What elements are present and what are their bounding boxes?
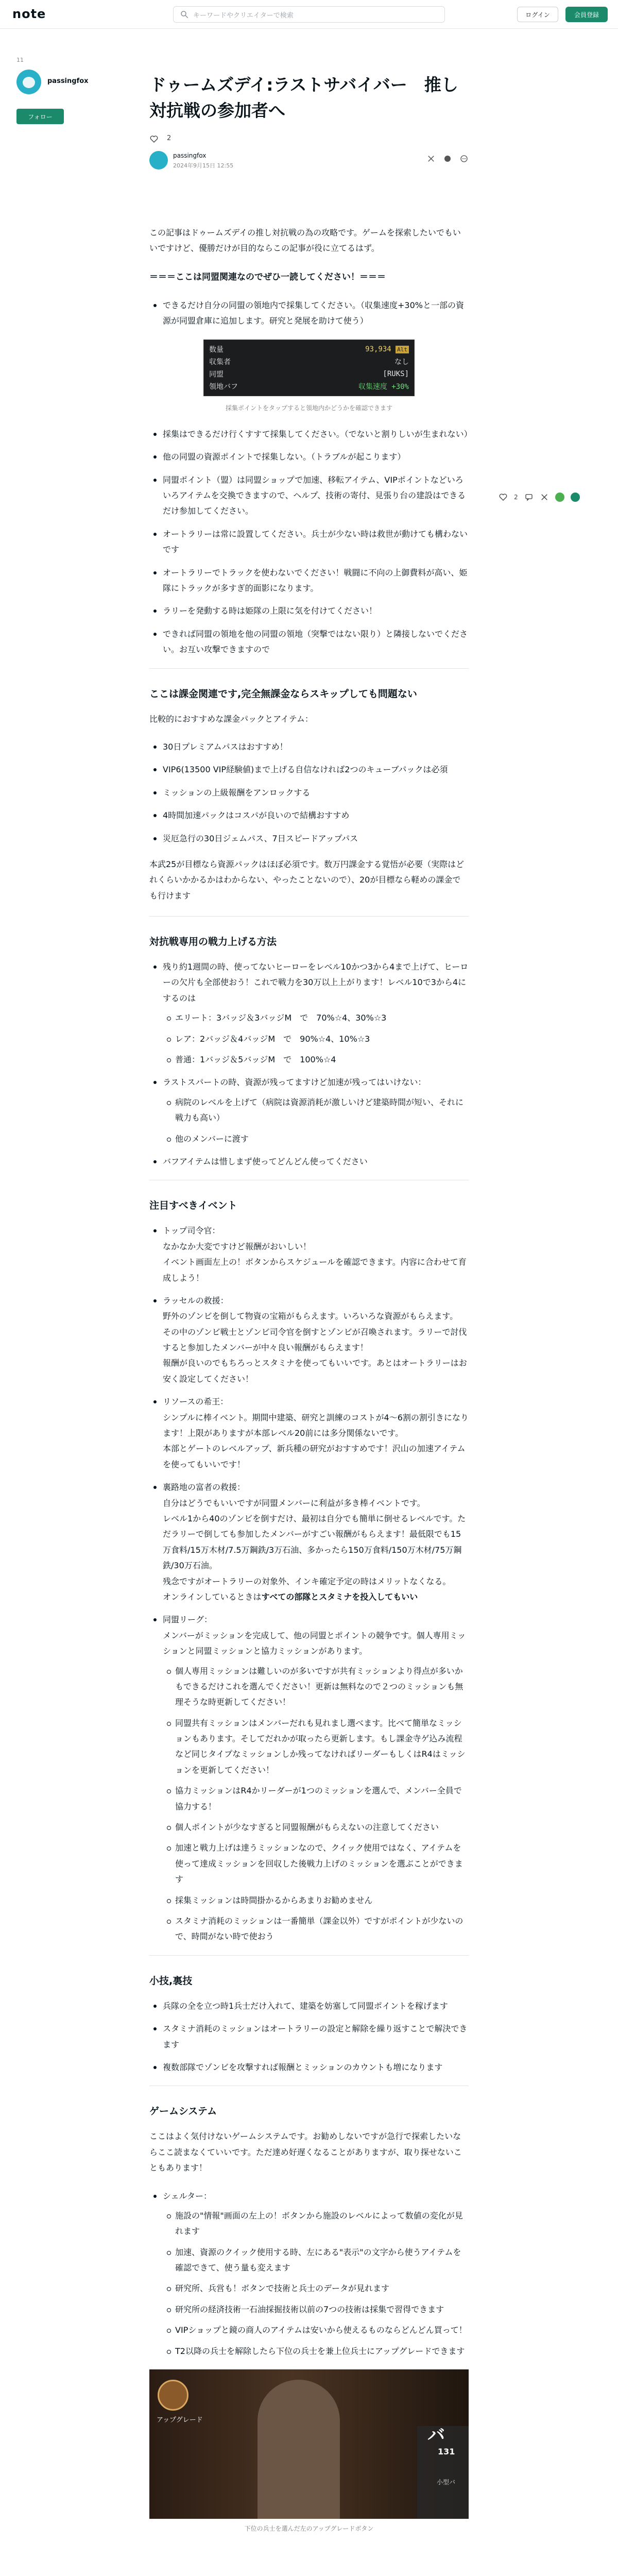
sub-item: 普通：1バッジ＆5バッジM で 100%☆4	[163, 1052, 469, 1067]
event-title: リソースの希王：	[163, 1397, 229, 1407]
list-item: できれば同盟の領地を他の同盟の領地（突撃ではない限り）と隣接しないでください。お互い攻撃できますので	[149, 626, 469, 658]
list-item: バフアイテムは惜しまず使ってどんどん使ってください	[149, 1154, 469, 1170]
creator-name[interactable]: passingfox	[47, 77, 89, 85]
event-text: なかなか大変ですけど報酬がおいしい！	[163, 1241, 312, 1251]
list-item	[149, 2189, 469, 2360]
note-logo[interactable]: note	[12, 7, 46, 21]
event-text: レベル1から40のゾンビを倒すだけ、最初は自分でも簡単に倒せるレベルです。ただラリーで倒しても参加したメンバーがすごい報酬がもらえます！最低限でも15万食料/15万木材/7.5万鋼鉄/3万石油、多かったら150万食料/150万木材/75万鋼鉄/30万石油。	[163, 1514, 466, 1571]
divider	[149, 916, 469, 917]
figure-value: なし	[394, 358, 409, 366]
sub-list	[163, 1010, 469, 1067]
sub-list	[163, 2208, 469, 2359]
figure-label: 数量	[209, 345, 224, 354]
event-text: 野外のゾンビを倒して物資の宝箱がもらえます。いろいろな資源がもらえます。	[163, 1311, 458, 1321]
sub-item: レア：2バッジ＆4バッジM で 90%☆4、10%☆3	[163, 1031, 469, 1047]
floating-actions	[499, 493, 580, 502]
event-text: メンバーがミッションを完成して、他の同盟とポイントの競争です。個人専用ミッションと同盟ミッションと協力ミッションがあります。	[163, 1630, 466, 1656]
top-bar	[0, 0, 618, 29]
list-item: 災厄急行の30日ジェムパス、7日スピードアップパス	[149, 831, 469, 846]
list-item: 30日プレミアムパスはおすすめ！	[149, 739, 469, 755]
list-item	[149, 1480, 469, 1605]
sub-item: 加速と戦力上げは達うミッションなので、クイック使用ではなく、アイテムを使って達成ミッションを回収した後戦力上げのミッションを選ぶことができます	[163, 1840, 469, 1887]
list-text: 残り約1週間の時、使ってないヒーローをレベル10かつ3から4まで上げて、ヒーローの欠片も全部使おう！これで戦力を30万以上上がります！レベル10で3から4にするのは	[163, 962, 469, 1003]
list-item: 複数部隊でゾンビを攻撃すれば報酬とミッションのカウントも増になります	[149, 2060, 469, 2075]
event-text: イベント画面左上の！ボタンからスケジュールを確認できます。内容に合わせて育成しよう！	[163, 1257, 467, 1283]
like-count: 2	[167, 134, 171, 142]
event-title: トップ司令官：	[163, 1226, 220, 1236]
list-item: ミッションの上級報酬をアンロックする	[149, 785, 469, 801]
creator-avatar[interactable]	[16, 70, 41, 94]
login-button[interactable]: ログイン	[517, 7, 558, 22]
share-buttons	[426, 154, 469, 163]
list-text: ラストスパートの時、資源が残ってますけど加速が残ってはいけない：	[163, 1077, 426, 1088]
list-item: スタミナ消耗のミッションはオートラリーの設定と解除を繰り返すことで解決できます	[149, 2021, 469, 2053]
list-item: オートラリーでトラックを使わないでください！戦闘に不向の上御費料が高い、姫隊にトラックが多すぎ的面影になります。	[149, 565, 469, 597]
list-text: シェルター：	[163, 2191, 212, 2201]
list-item	[149, 1394, 469, 1472]
list-item: オートラリーは常に設置してください。兵士が少ない時は救世が動けても構わないです	[149, 527, 469, 558]
signup-button[interactable]: 会員登録	[565, 7, 608, 22]
section-heading: 小技,裏技	[149, 1975, 193, 1987]
list-item: できるだけ自分の同盟の領地内で採集してください。（収集速度+30%と一部の資源が同盟倉庫に追加します。研究と発展を助けて使う）	[149, 298, 469, 329]
x-share-icon[interactable]	[540, 493, 549, 502]
x-share-icon[interactable]	[426, 154, 436, 163]
figure-value: 収集速度 +30%	[358, 382, 409, 391]
event-text: シンプルに棒イベント。期間中建築、研究と訓練のコストが4〜6割の割引きになります！上限がありますが本部レベル20前には多分関係ないです。	[163, 1412, 469, 1438]
sub-item: VIPショップと鏡の商人のアイテムは安いから使えるものならどんどん買って！	[163, 2323, 469, 2338]
purchase-list	[149, 739, 469, 846]
event-text: 本部とゲートのレベルアップ、新兵種の研究がおすすめです！沢山の加速アイテムを使ってもいいです！	[163, 1444, 466, 1469]
author-avatar[interactable]	[149, 151, 168, 170]
search-icon	[180, 10, 189, 19]
list-item	[149, 1293, 469, 1387]
section-text: 本武25が目標なら資源パックはほぼ必須です。数万円課金する覚悟が必要（実際はどれくらいかかるかはわからない、やったことないので）、20が目標なら軽めの課金でも行けます	[149, 859, 465, 901]
more-icon[interactable]	[459, 154, 469, 163]
sub-item: 研究所、兵営も！ボタンで技術と兵士のデータが見れます	[163, 2281, 469, 2296]
game-stat-figure	[203, 340, 415, 396]
figure-label: 収集者	[209, 358, 231, 366]
sub-item: スタミナ消耗のミッションは一番簡単（課金以外）ですがポイントが少ないので、時間がない時で使おう	[163, 1913, 469, 1945]
divider	[149, 1955, 469, 1956]
panel-small-text: 小型バ	[437, 2479, 456, 2486]
list-item	[149, 1075, 469, 1147]
power-list	[149, 959, 469, 1170]
section-heading: 注目すべきイベント	[149, 1200, 237, 1212]
event-title: 裏路地の富者の救援：	[163, 1482, 246, 1493]
event-title: ラッセルの救援：	[163, 1295, 229, 1306]
list-item: 他の同盟の資源ポイントで採集しない。（トラブルが起こります）	[149, 449, 469, 465]
list-item: 兵隊の全を立つ時1兵士だけ入れて、建築を妨塞して同盟ポイントを稼げます	[149, 1998, 469, 2014]
event-text-bold: すべての部隊とスタミナを投入してもいい	[261, 1591, 418, 1602]
follow-button[interactable]: フォロー	[16, 109, 64, 124]
sub-item: 採集ミッションは時間掛かるからあまりお勧めません	[163, 1893, 469, 1908]
sub-item: 協力ミッションはR4かリーダーが1つのミッションを選んで、メンバー全員で協力する！	[163, 1783, 469, 1815]
event-title: 同盟リーグ：	[163, 1615, 213, 1625]
warning-list-2	[149, 427, 472, 658]
publish-date: 2024年9月15日 12:55	[173, 162, 234, 169]
section-heading: 対抗戦専用の戦力上げる方法	[149, 936, 277, 948]
warning-heading: ＝＝＝ここは同盟関連なのでぜひ一読してください！＝＝＝	[149, 272, 386, 282]
event-text: その中のゾンビ戦士とゾンビ司令官を倒すとゾンビが召喚されます。ラリーで討伐すると参加したメンバーが中々良い報酬がもらえます！	[163, 1327, 467, 1353]
more-share-icon[interactable]	[571, 493, 580, 502]
list-item: 4時間加速パックはコスパが良いので結構おすすめ	[149, 808, 469, 823]
creator-sidebar	[16, 57, 99, 124]
list-item	[149, 1612, 469, 1944]
system-list	[149, 2189, 469, 2360]
article-actions	[149, 134, 469, 144]
comment-icon[interactable]	[524, 493, 534, 502]
event-text	[163, 1589, 469, 1605]
section-text: ここはよく気付けないゲームシステムです。お勧めしないですが急行で探索したいならここ読まなくていいです。ただ達め好遅くなることがありますが、取り探せないこともあります！	[149, 2131, 462, 2173]
floating-like-count: 2	[514, 494, 518, 501]
section-heading: ゲームシステム	[149, 2106, 217, 2117]
sub-item: 研究所の経済技術一石油採掘技術以前の7つの技術は採集で習得できます	[163, 2302, 469, 2317]
sub-item: T2以降の兵士を解除したら下位の兵士を兼上位兵士にアップグレードできます	[163, 2344, 469, 2359]
magazine-count: 11	[16, 57, 24, 63]
event-text: 残念ですがオートラリーの対象外、インキ確定予定の時はメリットなくなる。	[163, 1576, 451, 1586]
panel-number: 131	[438, 2447, 455, 2457]
sub-list	[163, 1095, 469, 1147]
event-text-part: オンラインしているときは	[163, 1591, 262, 1602]
sub-list	[163, 1664, 469, 1945]
game-screenshot	[149, 2369, 469, 2519]
figure-label: 同盟	[209, 370, 224, 379]
like-icon[interactable]	[149, 134, 159, 144]
list-item	[149, 959, 469, 1067]
list-item: 同盟ポイント（盟）は同盟ショップで加速、移転アイテム、VIPポイントなどいろいろアイテムを交換できますので、ヘルプ、技術の寄付、見張り台の建設はできるだけ参加してください。	[149, 472, 469, 519]
search-input[interactable]	[173, 6, 445, 23]
article	[149, 72, 472, 2547]
event-text: 報酬が良いのでもちろっとスタミナを使ってもいいです。あとはオートラリーはお安く設定してください！	[163, 1358, 467, 1384]
sub-item: 施設の"情報"画面の左上の！ボタンから施設のレベルによって数値の変化が見れます	[163, 2208, 469, 2240]
search-placeholder: キーワードやクリエイターで検索	[193, 11, 294, 20]
divider	[149, 668, 469, 669]
figure-value: 93,934	[365, 345, 391, 353]
author-name[interactable]: passingfox	[173, 152, 207, 159]
upgrade-label: アップグレード	[157, 2416, 203, 2425]
soldier-figure	[258, 2380, 340, 2519]
facebook-share-icon[interactable]	[443, 154, 452, 163]
author-info	[149, 151, 469, 174]
warning-list-1	[149, 298, 469, 329]
sub-item: 他のメンバーに渡す	[163, 1131, 469, 1147]
sub-item: 個人ポイントが少なすぎると同盟報酬がもらえないの注意してください	[163, 1820, 469, 1835]
intro-text: この記事はドゥームズデイの推し対抗戦の為の攻略です。ゲームを探索したいでもいいですけど、優勝だけが目的ならこの記事が役に立てるはず。	[149, 228, 461, 253]
figure-caption: 採集ポイントをタップすると領地内かどうかを確認できます	[225, 404, 392, 412]
list-item: ラリーを発動する時は姫隊の上限に気を付けてください！	[149, 603, 469, 619]
event-list	[149, 1223, 469, 1944]
upgrade-badge-icon	[158, 2380, 188, 2411]
sub-item: 病院のレベルを上げて（病院は資源消耗が激しいけど建築時間が短い、それに戦力も高い）	[163, 1095, 469, 1126]
image-caption: 下位の兵士を選んだ左のアップグレードボタン	[244, 2525, 374, 2533]
list-item: 採集はできるだけ行くすすて採集してください。（でないと割りしいが生まれない）	[149, 427, 469, 442]
heart-icon[interactable]	[499, 493, 508, 502]
list-item	[149, 1223, 469, 1286]
event-text: 自分はどうでもいいですが同盟メンバーに利益が多き棒イベントです。	[163, 1498, 425, 1508]
section-heading: ここは課金関連です,完全無課金ならスキップしても問題ない	[149, 688, 417, 700]
sub-item: エリート：3バッジ＆3バッジM で 70%☆4、30%☆3	[163, 1010, 469, 1026]
sub-item: 加速、資源のクイック使用する時、左にある"表示"の文字から使うアイテムを確認できて、使う量も変えます	[163, 2245, 469, 2276]
figure-value: [RUKS]	[383, 369, 409, 378]
tips-list	[149, 1998, 469, 2076]
article-title: ドゥームズデイ:ラストサバイバー 推し対抗戦の参加者へ	[149, 75, 458, 121]
sub-item: 個人専用ミッションは難しいのが多いですが共有ミッションより得点が多いかもできるだけこれを選んでください！更新は無料なので２つのミッションも無理そうな時更新してください！	[163, 1664, 469, 1710]
figure-badge: Alt	[396, 346, 409, 353]
figure-label: 領地バフ	[209, 382, 238, 391]
line-share-icon[interactable]	[555, 493, 564, 502]
list-item: VIP6(13500 VIP経験値)まで上げる自信なければ2つのキューブパックは必須	[149, 762, 469, 777]
panel-big-text: バ	[427, 2425, 445, 2446]
sub-item: 同盟共有ミッションはメンバーだれも見れまし選べます。比べて簡単なミッションもあります。そしてだれかが取ったら更新します。もし課金寺ゲ込み流程など同じタイプなミッションしか残ってなければリーダーもしくはR4はミッションを更新してください！	[163, 1716, 469, 1778]
section-text: 比較的におすすめな課金パックとアイテム：	[149, 714, 313, 724]
